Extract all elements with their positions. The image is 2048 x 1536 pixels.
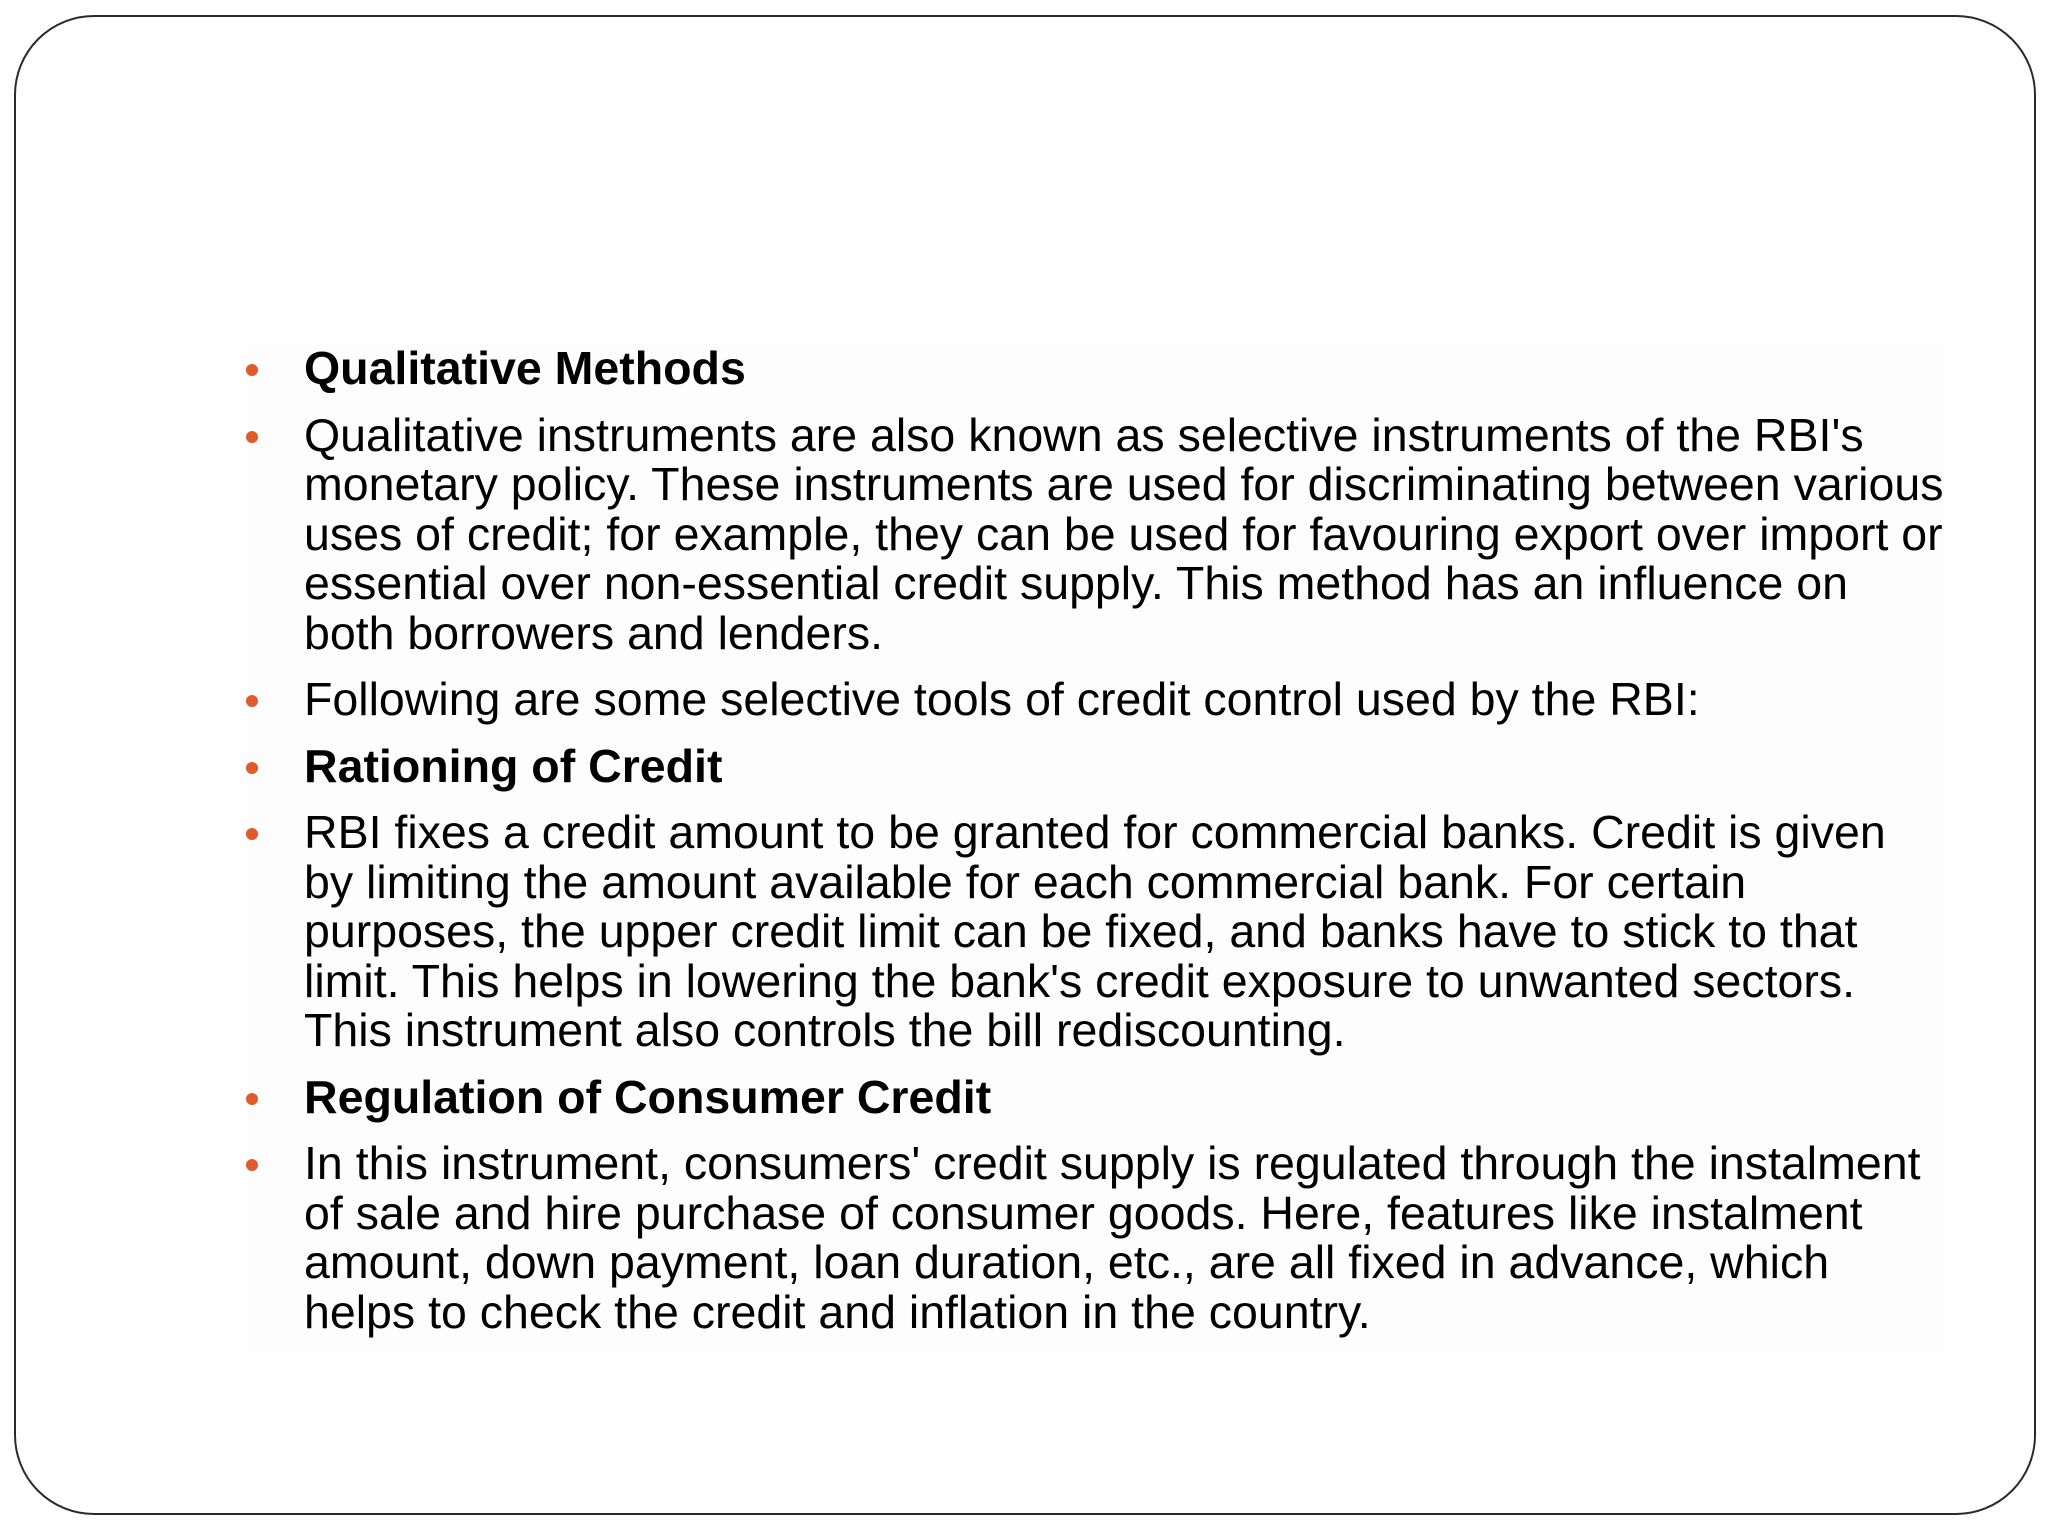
bullet-text: Qualitative instruments are also known as selective instruments of the RBI's monetary policy. These instruments are used for discriminating between various uses of credit; for example, they can be used for favouring export over import or essential over non-essential credit supply. This method has an influence on both borrowers and lenders. xyxy=(304,408,1944,659)
bullet-paragraph-rationing-details xyxy=(246,808,1946,1056)
bullet-paragraph-consumer-credit-details xyxy=(246,1139,1946,1337)
bullet-dot-icon xyxy=(246,828,258,840)
bullet-paragraph-selective-tools xyxy=(246,675,1946,725)
bullet-paragraph-qualitative-instruments xyxy=(246,408,1946,659)
bullet-dot-icon xyxy=(246,364,258,376)
bullet-heading-qualitative-methods xyxy=(246,344,1946,394)
bullet-text: RBI fixes a credit amount to be granted for commercial banks. Credit is given by limiting the amount available for each commercial bank. For certain purposes, the upper credit limit can be fixed, and banks have to stick to that limit. This helps in lowering the bank's credit exposure to unwanted sectors. This instrument also controls the bill rediscounting. xyxy=(304,806,1886,1056)
bullet-text: Regulation of Consumer Credit xyxy=(304,1070,992,1123)
bullet-text: In this instrument, consumers' credit supply is regulated through the instalment of sale and hire purchase of consumer goods. Here, features like instalment amount, down payment, loan duration, etc., are all fixed in advance, which helps to check the credit and inflation in the country. xyxy=(304,1137,1921,1338)
bullet-text: Rationing of Credit xyxy=(304,739,723,792)
bullet-text: Following are some selective tools of credit control used by the RBI: xyxy=(304,673,1700,725)
bullet-heading-rationing-of-credit xyxy=(246,739,1946,792)
bullet-heading-consumer-credit xyxy=(246,1070,1946,1123)
bullet-text: Qualitative Methods xyxy=(304,342,746,394)
bullet-list xyxy=(246,344,1946,1354)
bullet-dot-icon xyxy=(246,762,258,774)
bullet-dot-icon xyxy=(246,431,258,443)
slide-frame xyxy=(14,15,2036,1515)
bullet-dot-icon xyxy=(246,1093,258,1105)
bullet-dot-icon xyxy=(246,1159,258,1171)
bullet-dot-icon xyxy=(246,695,258,707)
